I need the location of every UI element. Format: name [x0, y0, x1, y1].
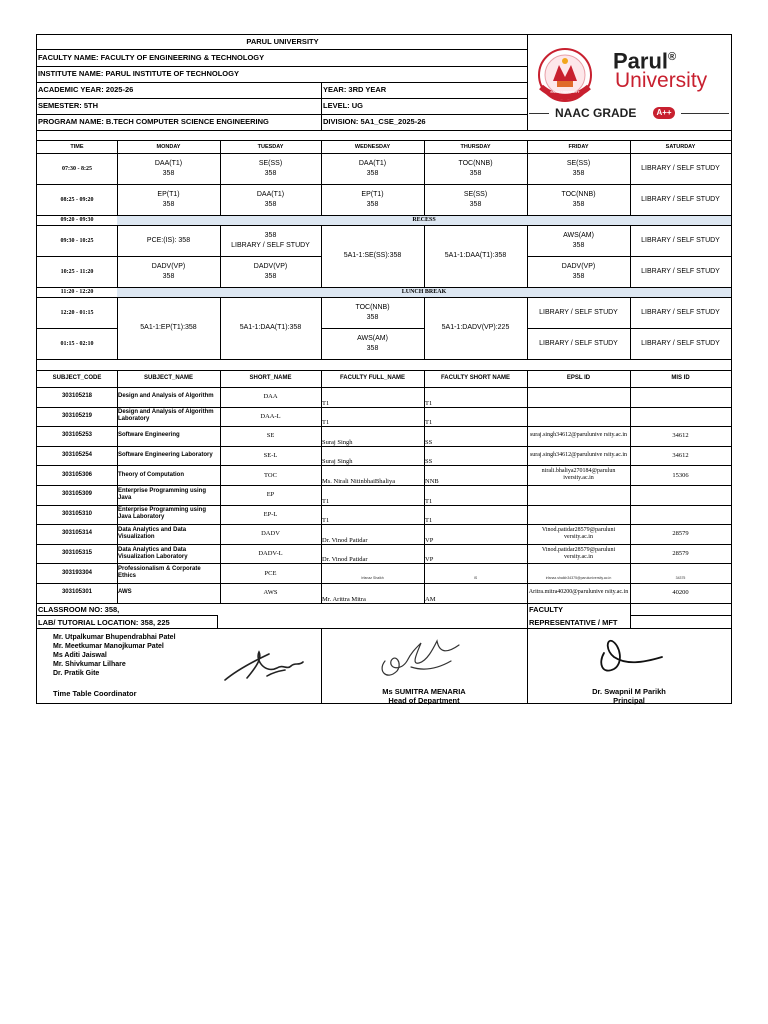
faculty-full-name: Dr. Vinod Patidar	[322, 536, 368, 544]
subject-short-name: EP	[266, 491, 275, 499]
faculty-email	[527, 387, 630, 407]
cell-sat-4: LIBRARY / SELF STUDY	[641, 267, 720, 275]
col-subject-name: SUBJECT_NAME	[143, 375, 193, 381]
faculty-full-name: Dr. Vinod Patidar	[322, 556, 368, 564]
col-subject-code: SUBJECT_CODE	[52, 375, 102, 381]
coordinator-3: Ms Aditi Jaiswal	[53, 652, 107, 659]
university-logo	[529, 37, 731, 127]
faculty-email: suraj.singh34612@parulunive rsity.ac.in	[529, 432, 628, 439]
faculty-email	[527, 407, 630, 427]
lab-location: LAB/ TUTORIAL LOCATION: 358, 225	[38, 618, 170, 627]
cell-thu-1: TOC(NNB) 358	[458, 159, 493, 177]
faculty-mis-id: 15306	[672, 471, 689, 479]
faculty-email: Aritra.mitra40200@parulunive rsity.ac.in	[528, 589, 629, 596]
subject-name: Enterprise Programming using Java Laboratory	[118, 507, 207, 521]
hod-title: Head of Department	[388, 696, 460, 705]
subject-name: Design and Analysis of Algorithm Laboratory	[118, 409, 214, 423]
subject-short-name: DAA-L	[260, 412, 281, 420]
cell-sat-2: LIBRARY / SELF STUDY	[641, 195, 720, 203]
coordinator-2: Mr. Meetkumar Manojkumar Patel	[53, 643, 164, 650]
faculty-short-name: SS	[425, 438, 433, 446]
faculty-name: FACULTY NAME: FACULTY OF ENGINEERING & TECHNOLOGY	[38, 53, 265, 62]
coordinator-title: Time Table Coordinator	[53, 689, 137, 698]
subject-code: 303105254	[61, 452, 93, 459]
header-saturday: SATURDAY	[665, 143, 696, 150]
faculty-short-name: SS	[425, 458, 433, 466]
cell-tue-4: DADV(VP) 358	[253, 262, 288, 280]
faculty-email: suraj.singh34612@parulunive rsity.ac.in	[529, 452, 628, 459]
academic-year: ACADEMIC YEAR: 2025-26	[38, 85, 134, 94]
time-slot-2: 08:25 - 09:20	[60, 196, 94, 203]
header-tuesday: TUESDAY	[257, 143, 284, 150]
header-monday: MONDAY	[156, 143, 181, 150]
coordinator-5: Dr. Pratik Gite	[53, 670, 100, 677]
subject-short-name: DADV	[261, 530, 280, 538]
cell-sat-5: LIBRARY / SELF STUDY	[641, 308, 720, 316]
subject-name: Enterprise Programming using Java	[118, 487, 207, 501]
faculty-rep-line1: FACULTY	[529, 605, 564, 614]
recess-band: RECESS	[117, 215, 731, 225]
faculty-email	[527, 485, 630, 505]
subject-code: 303105301	[61, 589, 93, 596]
subject-short-name: SE	[266, 432, 275, 440]
cell-wed-3-4: 5A1-1:SE(SS):358	[343, 252, 402, 259]
cell-sat-6: LIBRARY / SELF STUDY	[641, 339, 720, 347]
cell-wed-1: DAA(T1) 358	[358, 159, 387, 177]
subject-code: 303105315	[61, 550, 93, 557]
subject-code: 303105253	[61, 432, 93, 439]
faculty-short-name: T1	[425, 419, 433, 427]
faculty-short-name: T1	[425, 399, 433, 407]
cell-mon-5-6: 5A1-1:EP(T1):358	[140, 324, 197, 331]
hod-block	[321, 687, 527, 705]
coordinator-1: Mr. Utpalkumar Bhupendrabhai Patel	[53, 634, 176, 641]
subject-code: 303105310	[61, 510, 93, 517]
subject-code: 303193304	[61, 569, 93, 576]
faculty-full-name: T1	[322, 399, 330, 407]
classroom-no: CLASSROOM NO: 358,	[38, 605, 120, 614]
time-slot-6: 01:15 - 02:10	[60, 340, 94, 347]
subject-short-name: DAA	[263, 393, 278, 401]
faculty-short-name: VP	[425, 536, 434, 544]
cell-fri-3: AWS(AM) 358	[563, 231, 594, 249]
faculty-full-name: T1	[322, 419, 330, 427]
subject-table	[37, 370, 731, 602]
division: DIVISION: 5A1_CSE_2025-26	[323, 117, 426, 126]
cell-mon-4: DADV(VP) 358	[151, 262, 186, 280]
faculty-short-name: NNB	[425, 477, 439, 485]
level: LEVEL: UG	[323, 101, 364, 110]
faculty-email	[527, 505, 630, 525]
faculty-mis-id: 28579	[672, 550, 689, 558]
subject-name: Data Analytics and Data Visualization Laboratory	[118, 546, 188, 560]
cell-fri-5: LIBRARY / SELF STUDY	[539, 308, 618, 316]
subject-code: 303105314	[61, 530, 93, 537]
faculty-mis-id: 34375	[675, 575, 686, 580]
time-slot-5: 12:20 - 01:15	[60, 309, 94, 316]
faculty-mis-id: 34612	[672, 452, 689, 460]
timetable-sheet	[36, 34, 732, 704]
faculty-mis-id	[630, 407, 731, 427]
cell-tue-1: SE(SS) 358	[258, 159, 283, 177]
cell-tue-5-6: 5A1-1:DAA(T1):358	[239, 324, 302, 331]
university-title: PARUL UNIVERSITY	[246, 37, 319, 46]
faculty-email: nirali.bhaliya270184@parulun iversity.ac.in	[541, 468, 616, 482]
cell-thu-3-4: 5A1-1:DAA(T1):358	[444, 252, 507, 259]
subject-name: Software Engineering	[118, 432, 180, 439]
cell-tue-2: DAA(T1) 358	[256, 190, 285, 208]
naac-grade-badge: A++	[653, 107, 675, 119]
subject-code: 303105218	[61, 393, 93, 400]
faculty-mis-id	[630, 485, 731, 505]
cell-fri-6: LIBRARY / SELF STUDY	[539, 339, 618, 347]
faculty-email: irfanaz.shaikh34375@paruluniversity.ac.in	[545, 575, 612, 580]
subject-name: Data Analytics and Data Visualization	[118, 526, 187, 540]
cell-fri-2: TOC(NNB) 358	[561, 190, 596, 208]
faculty-mis-id: 28579	[672, 530, 689, 538]
cell-thu-5-6: 5A1-1:DADV(VP):225	[441, 324, 510, 331]
header-thursday: THURSDAY	[460, 143, 491, 150]
timetable-grid	[37, 140, 731, 360]
seal-text: PARUL UNIVERSITY	[550, 90, 580, 94]
faculty-full-name: Irfanaz Shaikh	[361, 575, 384, 580]
header-time: TIME	[70, 143, 84, 150]
time-slot-lunch: 11:20 - 12:20	[60, 289, 94, 295]
cell-mon-2: EP(T1) 358	[157, 190, 180, 208]
header-friday: FRIDAY	[568, 143, 589, 150]
subject-name: Design and Analysis of Algorithm	[118, 393, 214, 400]
time-slot-4: 10:25 - 11:20	[60, 268, 94, 275]
cell-wed-2: EP(T1) 358	[361, 190, 384, 208]
cell-sat-1: LIBRARY / SELF STUDY	[641, 164, 720, 172]
hod-name: Ms SUMITRA MENARIA	[382, 687, 466, 696]
cell-tue-3: 358 LIBRARY / SELF STUDY	[231, 231, 310, 249]
year: YEAR: 3RD YEAR	[323, 85, 387, 94]
faculty-rep-line2: REPRESENTATIVE / MFT	[529, 618, 618, 627]
hod-signature-icon	[367, 631, 477, 686]
subject-short-name: TOC	[264, 471, 277, 479]
cell-fri-4: DADV(VP) 358	[561, 262, 596, 280]
principal-name: Dr. Swapnil M Parikh	[592, 687, 666, 696]
col-epsl-id: EPSL ID	[566, 375, 591, 381]
logo-brand-text: Parul	[613, 48, 669, 74]
faculty-short-name: T1	[425, 497, 433, 505]
faculty-email: Vinod.patidar28579@paruluni versity.ac.in	[541, 546, 616, 560]
faculty-full-name: Suraj Singh	[322, 458, 353, 466]
cell-sat-3: LIBRARY / SELF STUDY	[641, 236, 720, 244]
col-mis-id: MIS ID	[671, 375, 690, 381]
lunch-band: LUNCH BREAK	[117, 287, 731, 297]
coordinator-list	[53, 633, 176, 678]
subject-code: 303105219	[61, 412, 93, 419]
col-faculty-short: FACULTY SHORT NAME	[440, 375, 511, 381]
cell-mon-1: DAA(T1) 358	[154, 159, 183, 177]
semester: SEMESTER: 5TH	[38, 101, 99, 110]
naac-grade: NAAC GRADE	[555, 106, 637, 120]
coordinator-4: Mr. Shivkumar Lilhare	[53, 661, 126, 668]
subject-name: Theory of Computation	[118, 471, 184, 478]
faculty-email: Vinod.patidar28579@paruluni versity.ac.in	[541, 526, 616, 540]
faculty-short-name: T1	[425, 517, 433, 525]
registered-mark: ®	[668, 51, 677, 63]
cell-fri-1: SE(SS) 358	[566, 159, 591, 177]
faculty-short-name: IS	[473, 575, 478, 580]
faculty-full-name: T1	[322, 517, 330, 525]
subject-name: AWS	[118, 589, 132, 596]
coordinator-signature-icon	[217, 640, 317, 690]
faculty-full-name: Mr. Arittra Mitra	[322, 595, 366, 603]
principal-title: Principal	[613, 696, 645, 705]
time-slot-3: 09:30 - 10:25	[60, 237, 94, 244]
principal-block	[527, 687, 731, 705]
faculty-mis-id	[630, 387, 731, 407]
subject-code: 303105309	[61, 491, 93, 498]
subject-short-name: SE-L	[263, 452, 278, 460]
cell-wed-5: TOC(NNB) 358	[355, 303, 390, 321]
time-slot-1: 07:30 - 8:25	[62, 165, 92, 172]
subject-name: Software Engineering Laboratory	[118, 452, 213, 459]
faculty-mis-id	[630, 505, 731, 525]
subject-short-name: AWS	[263, 589, 278, 597]
program-name: PROGRAM NAME: B.TECH COMPUTER SCIENCE ENGINEERING	[38, 117, 269, 126]
cell-wed-6: AWS(AM) 358	[357, 334, 388, 352]
logo-brand-line2: University	[615, 69, 708, 92]
subject-name: Professionalism & Corporate Ethics	[118, 566, 201, 580]
faculty-mis-id: 34612	[672, 432, 689, 440]
subject-short-name: PCE	[264, 569, 277, 577]
col-short-name: SHORT_NAME	[249, 375, 292, 381]
col-faculty-full: FACULTY FULL_NAME	[339, 375, 406, 381]
faculty-short-name: VP	[425, 556, 434, 564]
principal-signature-icon	[592, 633, 672, 683]
faculty-mis-id: 40200	[672, 589, 689, 597]
faculty-full-name: Ms. Nirali NitinbhaiBhaliya	[322, 477, 396, 485]
subject-short-name: DADV-L	[258, 550, 283, 558]
subject-code: 303105306	[61, 471, 93, 478]
subject-short-name: EP-L	[263, 510, 278, 518]
institute-name: INSTITUTE NAME: PARUL INSTITUTE OF TECHNOLOGY	[38, 69, 239, 78]
cell-thu-2: SE(SS) 358	[463, 190, 488, 208]
faculty-full-name: Suraj Singh	[322, 438, 353, 446]
time-slot-recess: 09:20 - 09:30	[60, 217, 94, 223]
faculty-short-name: AM	[425, 595, 436, 603]
header-wednesday: WEDNESDAY	[354, 143, 391, 150]
faculty-full-name: T1	[322, 497, 330, 505]
cell-mon-3: PCE:(IS): 358	[146, 236, 191, 244]
